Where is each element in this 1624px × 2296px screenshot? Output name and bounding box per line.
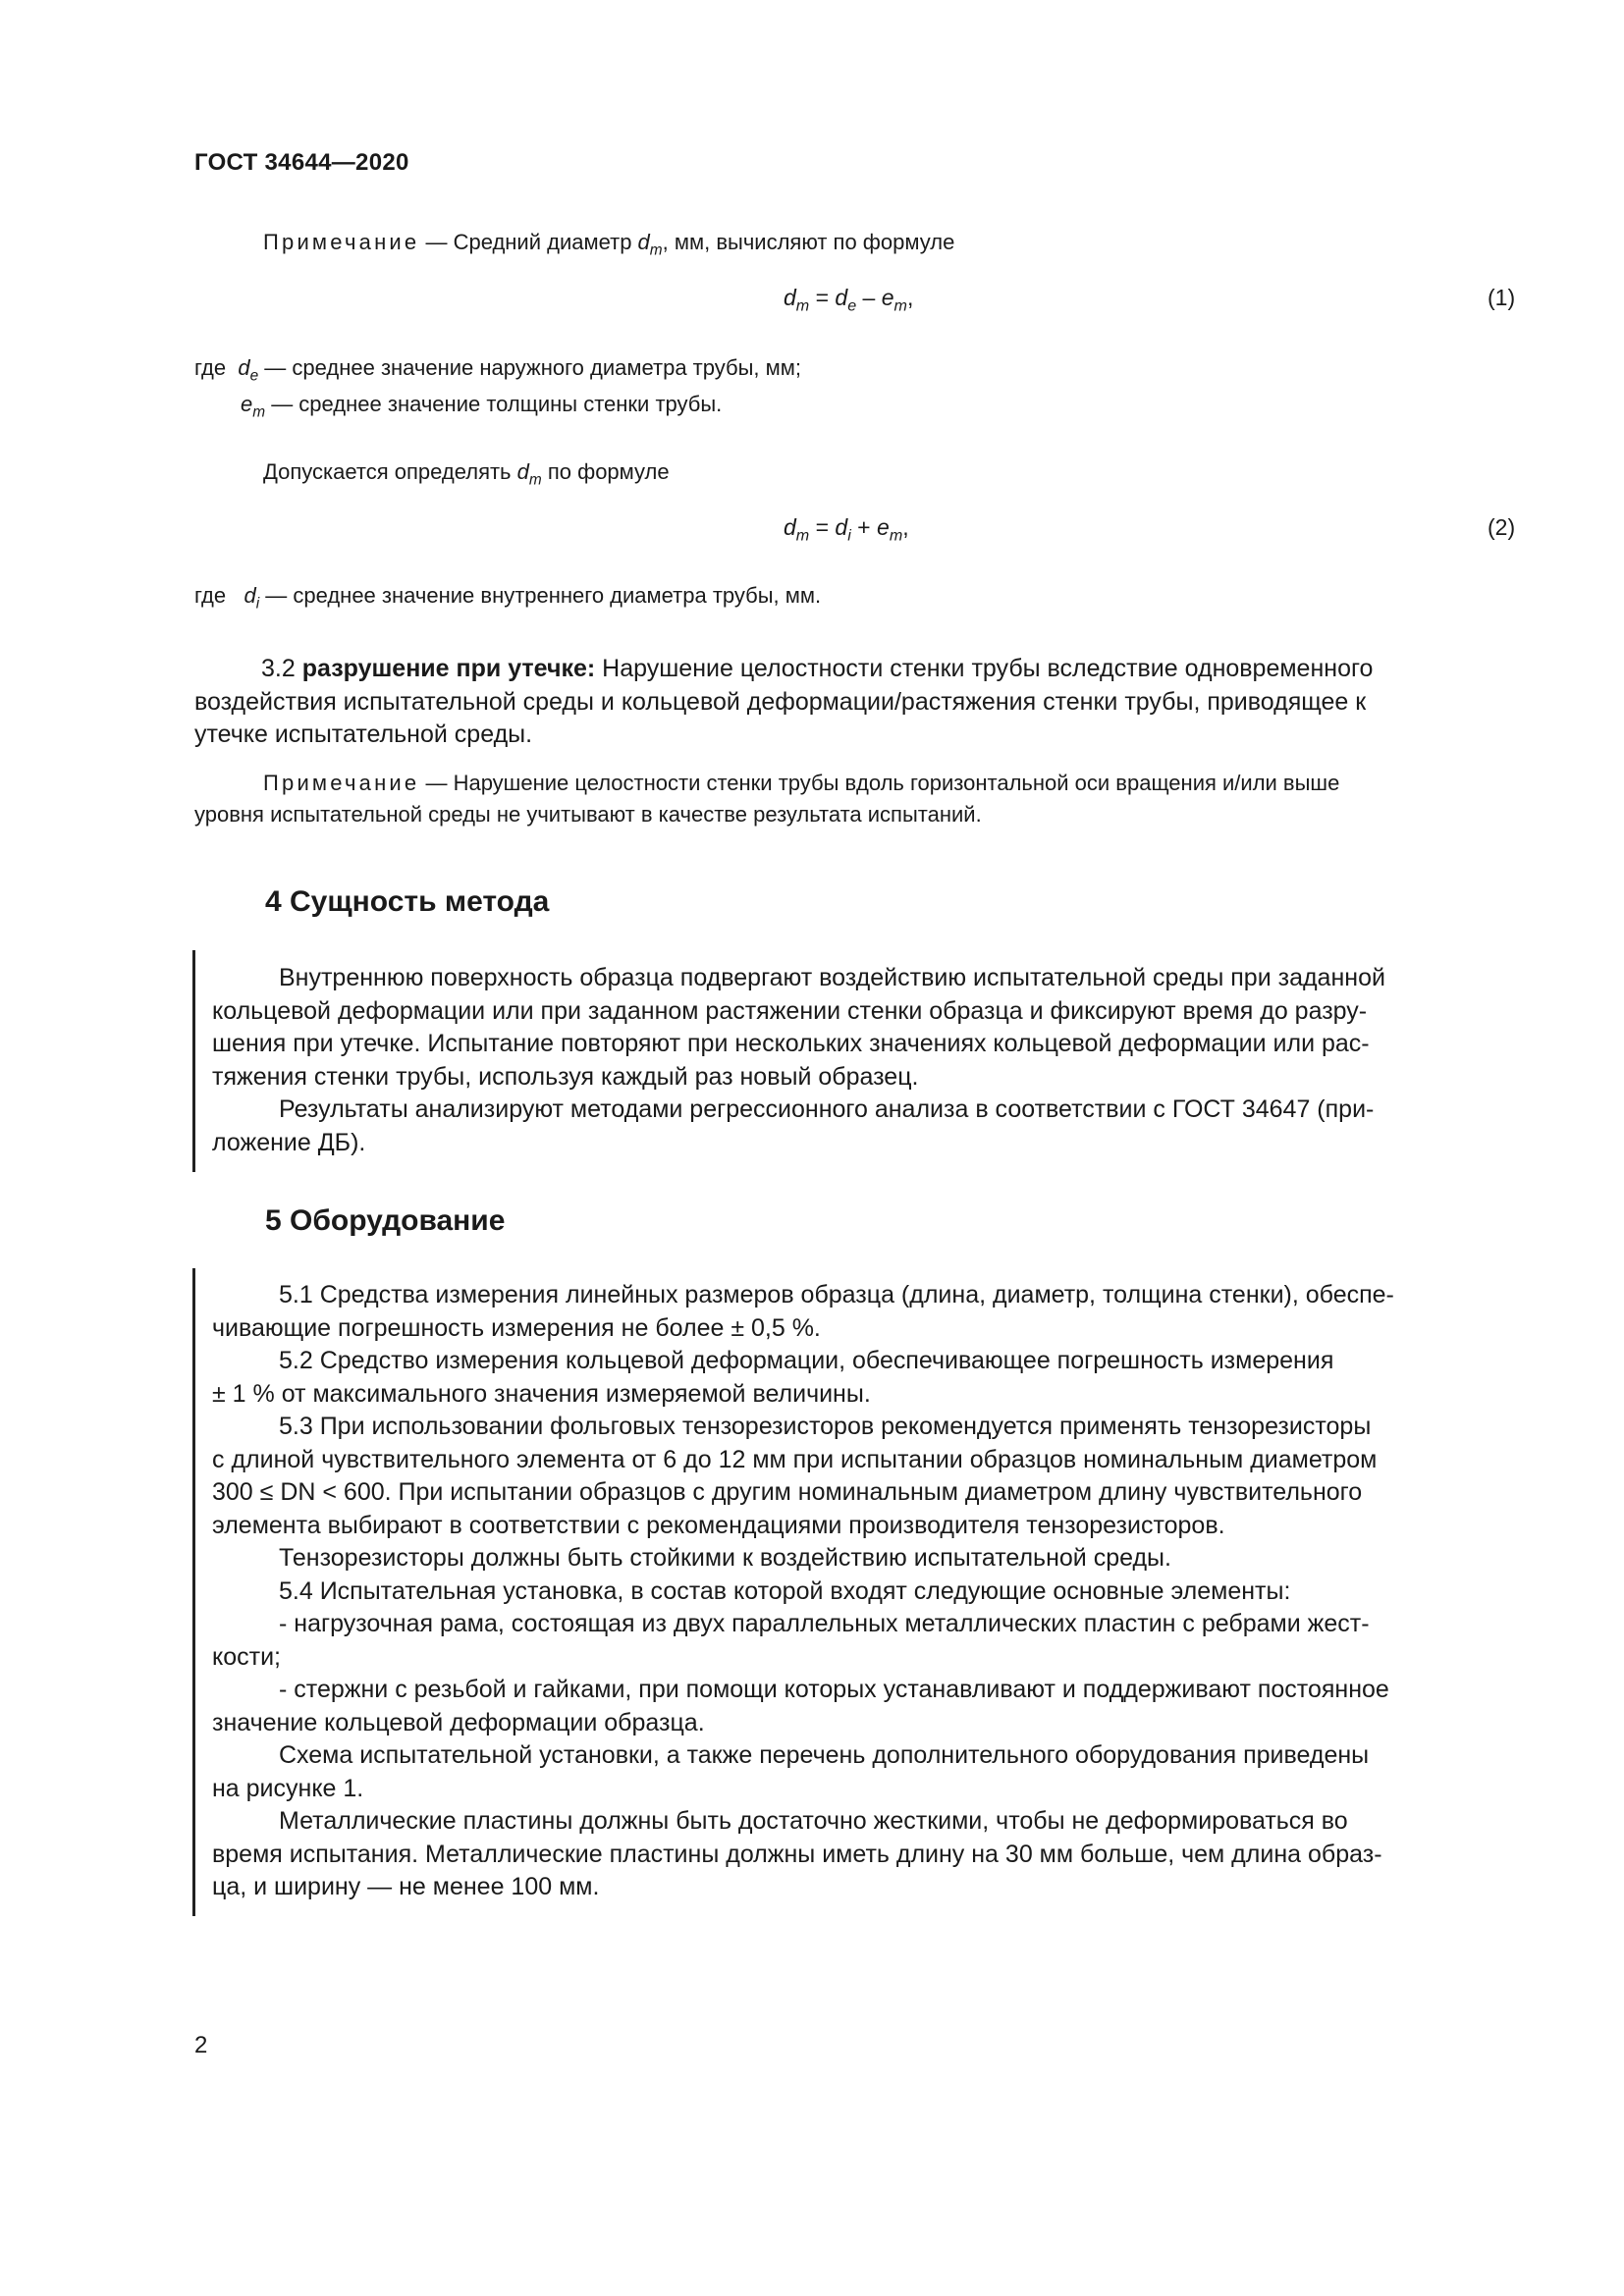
change-bar-section-5 — [192, 1268, 195, 1916]
section-4-title: 4 Сущность метода — [265, 885, 550, 918]
clause-3-2: 3.2 разрушение при утечке: Нарушение целостности стенки трубы вследствие одновременного воздействия испытательной среды и кольцевой деформации/растяжения стенки трубы, приводящее к утечке испытательной среды. — [194, 655, 1374, 748]
formula-1-number: (1) — [1488, 285, 1516, 310]
section-5-body: 5.1 Средства измерения линейных размеров образца (длина, диаметр, толщина стенки), обеспе- чивающие погрешность измерения не более ± 0,5 %. 5.2 Средство измерения кольцевой деформации, обеспечивающее погрешность измерения ± 1 % от максимального значения измеряемой величины. 5.3 При использовании фольговых тензорезисторов рекомендуется применять тензорезисторы с длиной чувствительного элемента от 6 до 12 мм при испытании образцов номинальным диаметром 300 ≤ DN < 600. При испытании образцов с другим номинальным диаметром длину чувствительного элемента выбирают в соответствии с рекомендациями производителя тензорезисторов. Тензорезисторы должны быть стойкими к воздействию испытательной среды. 5.4 Испытательная установка, в состав которой входят следующие основные элементы: - нагрузочная рама, состоящая из двух параллельных металлических пластин с ребрами жест- кости; - стержни с резьбой и гайками, при помощи которых устанавливают и поддерживают постоянное значение кольцевой деформации образца. Схема испытательной установки, а также перечень дополнительного оборудования приведены на рисунке 1. Металлические пластины должны быть достаточно жесткими, чтобы не деформироваться во время испытания. Металлические пластины должны иметь длину на 30 мм больше, чем длина образ- ца, и ширину — не менее 100 мм. — [212, 1279, 1522, 1904]
note-leak: Примечание — Нарушение целостности стенки трубы вдоль горизонтальной оси вращения и/или выше уровня испытательной среды не учитывают в качестве результата испытаний. — [194, 771, 1340, 827]
list-item: - стержни с резьбой и гайками, при помощи которых устанавливают и поддерживают постоянное — [279, 1676, 1389, 1703]
page-number: 2 — [194, 2032, 208, 2058]
formula-1: $d_m = d_e - e_m$, — [784, 285, 914, 315]
section-4-body: Внутреннюю поверхность образца подвергают воздействию испытательной среды при заданной кольцевой деформации или при заданном растяжении стенки образца и фиксируют время до разру- шения при утечке. Испытание повторяют при нескольких значениях кольцевой деформации или рас- тяжения стенки трубы, используя каждый раз новый образец. Результаты анализируют методами регрессионного анализа в соответствии с ГОСТ 34647 (при- ложение ДБ). — [212, 964, 1385, 1156]
section-5-title: 5 Оборудование — [265, 1204, 506, 1237]
list-item: - нагрузочная рама, состоящая из двух параллельных металлических пластин с ребрами жест- — [279, 1610, 1370, 1637]
note-mean-diameter: Примечание — Средний диаметр $d_m$, мм, вычисляют по формуле — [263, 230, 955, 259]
where-em: $e_m$ — среднее значение толщины стенки трубы. — [241, 392, 723, 421]
note-label: Примечание — [263, 230, 420, 254]
change-bar-section-4 — [192, 950, 195, 1172]
formula-2-number: (2) — [1488, 514, 1516, 540]
document-code: ГОСТ 34644—2020 — [194, 149, 409, 176]
where-de: где $d_e$ — среднее значение наружного диаметра трубы, мм; — [194, 355, 801, 385]
where-di: где $d_i$ — среднее значение внутреннего диаметра трубы, мм. — [194, 583, 822, 613]
allow-text: Допускается определять $d_m$ по формуле — [263, 459, 670, 489]
formula-2: $d_m = d_i + e_m$, — [784, 514, 909, 545]
